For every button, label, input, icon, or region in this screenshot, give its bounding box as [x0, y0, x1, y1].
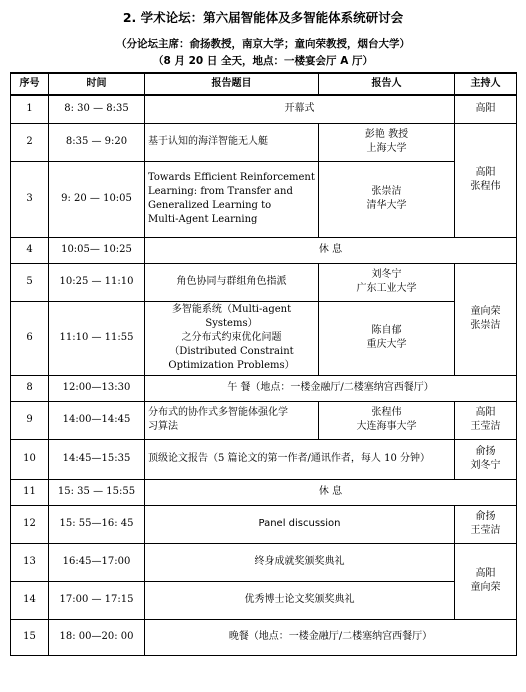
row-num: 12	[11, 505, 49, 543]
row-topic: 终身成就奖颁奖典礼	[145, 543, 455, 581]
row-speaker	[319, 301, 455, 375]
row-host	[455, 543, 517, 619]
row-time: 15: 55—16: 45	[49, 505, 145, 543]
row-time: 9: 20 — 10:05	[49, 161, 145, 237]
host-name: 刘冬宁	[470, 460, 501, 471]
forum-date-location: （8 月 20 日 全天，地点：一楼宴会厅 A 厅）	[153, 55, 373, 67]
topic-line: 习算法	[148, 421, 178, 432]
host-name: 张崇洁	[470, 320, 501, 331]
row-host	[455, 505, 517, 543]
row-topic: 角色协同与群组角色指派	[145, 263, 319, 301]
row-num: 4	[11, 237, 49, 263]
row-time: 15: 35 — 15:55	[49, 479, 145, 505]
header-topic: 报告题目	[145, 73, 319, 95]
row-speaker	[319, 263, 455, 301]
row-topic: 午 餐（地点：一楼金融厅/二楼塞纳宫西餐厅）	[145, 375, 517, 401]
table-row	[11, 479, 517, 505]
row-num: 5	[11, 263, 49, 301]
row-num: 10	[11, 439, 49, 479]
table-row	[11, 505, 517, 543]
row-time: 18: 00—20: 00	[49, 619, 145, 655]
speaker-org: 广东工业大学	[356, 283, 417, 294]
row-num: 3	[11, 161, 49, 237]
topic-line: Generalized Learning to	[148, 200, 272, 211]
header-num: 序号	[11, 73, 49, 95]
row-speaker	[319, 401, 455, 439]
table-row	[11, 439, 517, 479]
host-name: 高阳	[475, 167, 496, 178]
row-host: 高阳	[455, 95, 517, 123]
row-time: 11:10 — 11:55	[49, 301, 145, 375]
row-time: 14:00—14:45	[49, 401, 145, 439]
table-row	[11, 237, 517, 263]
speaker-name: 张崇洁	[371, 186, 402, 197]
table-row	[11, 619, 517, 655]
row-time: 10:25 — 11:10	[49, 263, 145, 301]
row-num: 13	[11, 543, 49, 581]
row-topic: 晚餐（地点：一楼金融厅/二楼塞纳宫西餐厅）	[145, 619, 517, 655]
table-row	[11, 95, 517, 123]
page-title: 2. 学术论坛：第六届智能体及多智能体系统研讨会	[122, 10, 404, 25]
row-topic: 开幕式	[145, 95, 455, 123]
row-num: 6	[11, 301, 49, 375]
table-row	[11, 263, 517, 301]
speaker-org: 清华大学	[366, 200, 407, 211]
speaker-name: 张程伟	[371, 407, 402, 418]
forum-chairs: （分论坛主席：俞扬教授，南京大学；童向荣教授，烟台大学）	[116, 38, 410, 50]
table-row	[11, 123, 517, 161]
topic-line: 之分布式约束优化问题	[181, 332, 282, 343]
row-host	[455, 439, 517, 479]
topic-line: 分布式的协作式多智能体强化学	[148, 407, 288, 418]
host-name: 童向荣	[470, 582, 501, 593]
host-name: 高阳	[475, 407, 496, 418]
topic-line: Learning: from Transfer and	[148, 186, 293, 197]
header-speaker: 报告人	[319, 73, 455, 95]
table-row	[11, 581, 517, 619]
row-time: 17:00 — 17:15	[49, 581, 145, 619]
table-row	[11, 401, 517, 439]
row-time: 8: 30 — 8:35	[49, 95, 145, 123]
topic-line: （Distributed Constraint	[169, 346, 294, 357]
table-header-row	[11, 73, 517, 95]
row-speaker	[319, 161, 455, 237]
row-time: 8:35 — 9:20	[49, 123, 145, 161]
topic-line: Optimization Problems）	[168, 360, 295, 371]
row-num: 14	[11, 581, 49, 619]
row-topic: 基于认知的海洋智能无人艇	[145, 123, 319, 161]
topic-line: 多智能系统（Multi-agent Systems）	[171, 304, 292, 329]
row-topic: 休 息	[145, 237, 517, 263]
host-name: 童向荣	[470, 306, 501, 317]
row-topic	[145, 161, 319, 237]
host-name: 高阳	[475, 568, 496, 579]
speaker-name: 陈自郁	[371, 325, 402, 336]
row-num: 8	[11, 375, 49, 401]
row-topic: 优秀博士论文奖颁奖典礼	[145, 581, 455, 619]
host-name: 王莹洁	[470, 525, 501, 536]
table-row	[11, 543, 517, 581]
row-time: 14:45—15:35	[49, 439, 145, 479]
host-name: 王莹洁	[470, 421, 501, 432]
row-num: 11	[11, 479, 49, 505]
row-num: 1	[11, 95, 49, 123]
row-topic	[145, 401, 319, 439]
table-row	[11, 301, 517, 375]
speaker-org: 大连海事大学	[356, 421, 417, 432]
row-speaker	[319, 123, 455, 161]
row-num: 15	[11, 619, 49, 655]
speaker-org: 上海大学	[366, 143, 407, 154]
row-host	[455, 123, 517, 237]
row-topic: 休 息	[145, 479, 517, 505]
host-name: 俞扬	[475, 446, 496, 457]
table-row	[11, 161, 517, 237]
host-name: 俞扬	[475, 511, 496, 522]
header-host: 主持人	[455, 73, 517, 95]
row-num: 9	[11, 401, 49, 439]
row-topic: 顶级论文报告（5 篇论文的第一作者/通讯作者，每人 10 分钟）	[145, 439, 455, 479]
row-topic	[145, 301, 319, 375]
topic-line: Towards Efficient Reinforcement	[148, 172, 315, 183]
row-host	[455, 263, 517, 375]
schedule-table	[10, 72, 517, 656]
row-time: 10:05— 10:25	[49, 237, 145, 263]
speaker-org: 重庆大学	[366, 339, 407, 350]
host-name: 张程伟	[470, 181, 501, 192]
speaker-name: 彭艳 教授	[364, 129, 409, 140]
topic-line: Multi-Agent Learning	[148, 214, 258, 225]
header-time: 时间	[49, 73, 145, 95]
row-time: 12:00—13:30	[49, 375, 145, 401]
row-host	[455, 401, 517, 439]
row-num: 2	[11, 123, 49, 161]
row-time: 16:45—17:00	[49, 543, 145, 581]
speaker-name: 刘冬宁	[371, 269, 402, 280]
table-row	[11, 375, 517, 401]
row-topic: Panel discussion	[145, 505, 455, 543]
